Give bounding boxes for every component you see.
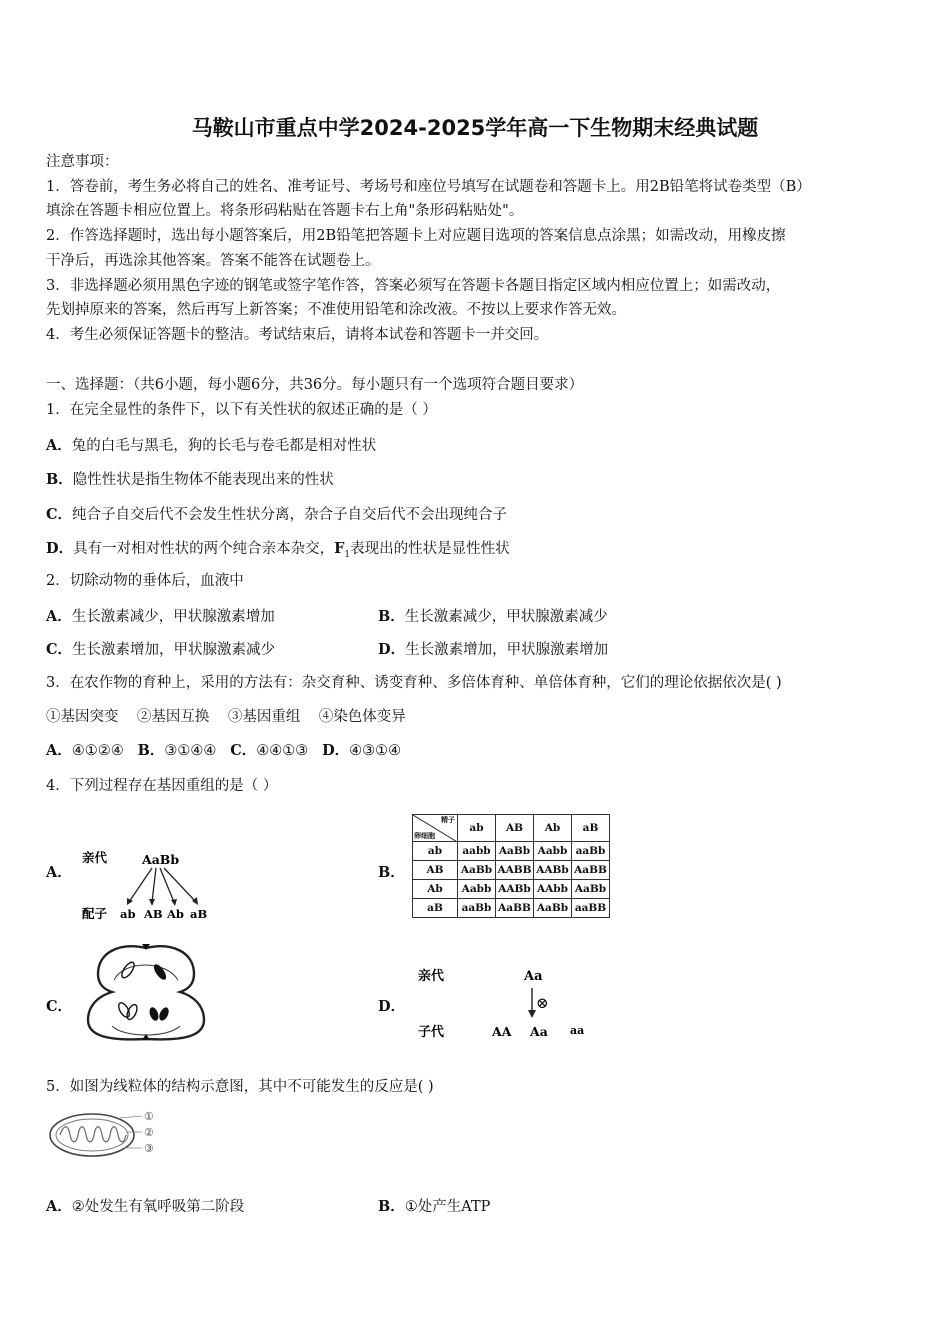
table-cell: AaBb (458, 861, 496, 880)
question-4-option-b[interactable]: B． (378, 864, 405, 881)
option-label: D． (378, 641, 406, 658)
table-row (413, 815, 610, 842)
option-text: ④④①③ (256, 743, 309, 759)
column-header: aB (572, 815, 610, 842)
table-cell: AaBB (572, 861, 610, 880)
notice-line: 先划掉原来的答案，然后再写上新答案；不准使用铅笔和涂改液。不按以上要求作答无效。 (46, 302, 626, 318)
option-text: ④③①④ (349, 743, 402, 759)
parent-genotype: Aa (524, 969, 543, 984)
cell-division-diagram (84, 940, 208, 1044)
gamete: AB (144, 907, 163, 921)
table-cell: AABB (496, 861, 534, 880)
question-4-option-c[interactable]: C． (46, 998, 73, 1015)
question-5-option-a[interactable] (46, 1195, 244, 1216)
option-text: 表现出的性状是显性性状 (350, 541, 510, 557)
option-text: ②处发生有氧呼吸第二阶段 (71, 1199, 245, 1215)
column-header: Ab (534, 815, 572, 842)
table-cell: AABb (496, 880, 534, 899)
table-cell: Aabb (458, 880, 496, 899)
corner-bottom-label: 卵细胞 (414, 831, 435, 840)
row-header: Ab (413, 880, 458, 899)
option-label: A． (46, 608, 72, 625)
option-text: 纯合子自交后代不会发生性状分离，杂合子自交后代不会出现纯合子 (72, 507, 508, 523)
table-row (413, 861, 610, 880)
question-4-stem: 4．下列过程存在基因重组的是（ ） (46, 778, 278, 794)
option-label: A． (46, 742, 72, 759)
outer-membrane (50, 1114, 134, 1156)
notice-line: 1．答卷前，考生务必将自己的姓名、准考证号、考场号和座位号填写在试题卷和答题卡上。用2B铅笔将试卷类型（B） (46, 179, 811, 195)
option-label: A． (46, 437, 72, 454)
row-header: aB (413, 899, 458, 918)
gamete-label: 配子 (82, 906, 108, 921)
punnett-square (412, 814, 610, 918)
punnett-table (412, 814, 610, 918)
option-label: B． (46, 471, 73, 488)
option-text: 生长激素增加，甲状腺激素减少 (72, 642, 276, 658)
question-4-option-d[interactable]: D． (378, 998, 406, 1015)
question-3-option-b[interactable] (138, 743, 217, 759)
table-cell: AaBB (496, 899, 534, 918)
f1-subscript: 1 (344, 549, 351, 560)
row-header: AB (413, 861, 458, 880)
option-label: B． (137, 742, 165, 759)
option-label: D． (322, 742, 350, 759)
question-1-option-b[interactable] (46, 468, 334, 489)
offspring-genotype: AA (492, 1024, 512, 1039)
f1-symbol: F (334, 540, 345, 557)
table-cell: aaBb (572, 842, 610, 861)
self-cross-diagram (412, 960, 602, 1046)
table-row (413, 899, 610, 918)
option-text: 兔的白毛与黑毛，狗的长毛与卷毛都是相对性状 (71, 438, 377, 454)
option-label: B． (378, 608, 405, 625)
table-cell: AaBb (572, 880, 610, 899)
segregation-arrows (129, 868, 196, 902)
question-3-option-d[interactable] (322, 743, 401, 759)
marker-2: ② (144, 1126, 154, 1139)
question-3-option-a[interactable] (46, 743, 124, 759)
option-label: D． (46, 540, 74, 557)
cross-arrow-head (528, 1010, 536, 1018)
question-2-option-a[interactable] (46, 605, 275, 626)
table-cell: aaBb (458, 899, 496, 918)
option-label: C． (230, 742, 257, 759)
section-heading: 一、选择题：（共6小题，每小题6分，共36分。每小题只有一个选项符合题目要求） (46, 377, 584, 393)
notice-line: 填涂在答题卡相应位置上。将条形码粘贴在答题卡右上角"条形码粘贴处"。 (46, 203, 524, 219)
self-cross-icon: ⊗ (536, 994, 549, 1012)
notice-line: 干净后，再选涂其他答案。答案不能答在试题卷上。 (46, 253, 380, 269)
gamete: aB (190, 907, 208, 921)
question-5-option-b[interactable] (378, 1195, 490, 1216)
column-header: ab (458, 815, 496, 842)
option-label: A． (46, 1198, 72, 1215)
question-3-option-c[interactable] (230, 743, 308, 759)
table-cell: AaBb (496, 842, 534, 861)
table-cell: AAbb (534, 880, 572, 899)
option-text: 隐性性状是指生物体不能表现出来的性状 (72, 472, 334, 488)
meiosis-gamete-diagram (78, 848, 218, 924)
question-1-option-d[interactable] (46, 537, 510, 560)
marker-leader (120, 1116, 142, 1118)
question-2-option-c[interactable] (46, 638, 275, 659)
option-text: 生长激素减少，甲状腺激素增加 (71, 609, 275, 625)
notice-heading: 注意事项： (46, 154, 119, 170)
parent-genotype: AaBb (142, 852, 180, 867)
question-2-option-b[interactable] (378, 605, 608, 626)
gamete: Ab (167, 907, 184, 921)
option-text: 具有一对相对性状的两个纯合亲本杂交， (73, 541, 335, 557)
option-label: C． (46, 641, 73, 658)
table-cell: AaBb (534, 899, 572, 918)
question-3-items: ①基因突变 ②基因互换 ③基因重组 ④染色体变异 (46, 709, 406, 725)
corner-cell (413, 815, 458, 842)
arrow-heads (127, 897, 198, 906)
option-label: B． (378, 1198, 405, 1215)
question-1-option-c[interactable] (46, 503, 507, 524)
table-cell: Aabb (534, 842, 572, 861)
table-cell: aaBB (572, 899, 610, 918)
option-text: ③①④④ (164, 743, 217, 759)
mitochondrion-diagram (46, 1104, 166, 1164)
marker-1: ① (144, 1110, 154, 1123)
table-row (413, 842, 610, 861)
chromosomes-dark (148, 962, 171, 1022)
inner-membrane (56, 1119, 128, 1151)
offspring-genotype: aa (570, 1024, 585, 1037)
parent-label: 亲代 (418, 969, 445, 984)
offspring-label: 子代 (418, 1025, 445, 1040)
parent-label: 亲代 (82, 850, 108, 865)
question-1-stem: 1．在完全显性的条件下，以下有关性状的叙述正确的是（ ） (46, 402, 437, 418)
notice-line: 3．非选择题必须用黑色字迹的钢笔或签字笔作答，答案必须写在答题卡各题目指定区域内相应位置上；如需改动， (46, 278, 781, 294)
question-3-options (46, 741, 401, 761)
gamete: ab (120, 907, 136, 921)
spindle-fiber (112, 1026, 180, 1035)
table-cell: aabb (458, 842, 496, 861)
table-row (413, 880, 610, 899)
page-title: 马鞍山市重点中学2024-2025学年高一下生物期末经典试题 (191, 116, 759, 140)
table-cell: AABb (534, 861, 572, 880)
question-2-stem: 2．切除动物的垂体后，血液中 (46, 573, 244, 589)
row-header: ab (413, 842, 458, 861)
notice-line: 2．作答选择题时，选出每小题答案后，用2B铅笔把答题卡上对应题目选项的答案信息点涂黑；如需改动，用橡皮擦 (46, 228, 786, 244)
cell-membrane (88, 946, 204, 1039)
cristae (60, 1127, 126, 1142)
question-2-option-d[interactable] (378, 638, 608, 659)
option-text: ①处产生ATP (404, 1199, 491, 1215)
question-1-option-a[interactable] (46, 434, 376, 455)
notice-line: 4．考生必须保证答题卡的整洁。考试结束后，请将本试卷和答题卡一并交回。 (46, 327, 549, 343)
option-label: C． (46, 506, 73, 523)
chromosomes (117, 960, 139, 1021)
option-text: 生长激素增加，甲状腺激素增加 (405, 642, 609, 658)
question-3-stem: 3．在农作物的育种上，采用的方法有：杂交育种、诱变育种、多倍体育种、单倍体育种，它们的理论依据依次是( ) (46, 675, 782, 691)
offspring-genotype: Aa (530, 1024, 548, 1039)
marker-3: ③ (144, 1142, 154, 1155)
question-4-option-a[interactable]: A． (46, 864, 72, 881)
option-text: ④①②④ (71, 743, 124, 759)
option-text: 生长激素减少，甲状腺激素减少 (404, 609, 608, 625)
question-5-stem: 5．如图为线粒体的结构示意图，其中不可能发生的反应是( ) (46, 1079, 434, 1095)
column-header: AB (496, 815, 534, 842)
corner-top-label: 精子 (441, 815, 455, 824)
